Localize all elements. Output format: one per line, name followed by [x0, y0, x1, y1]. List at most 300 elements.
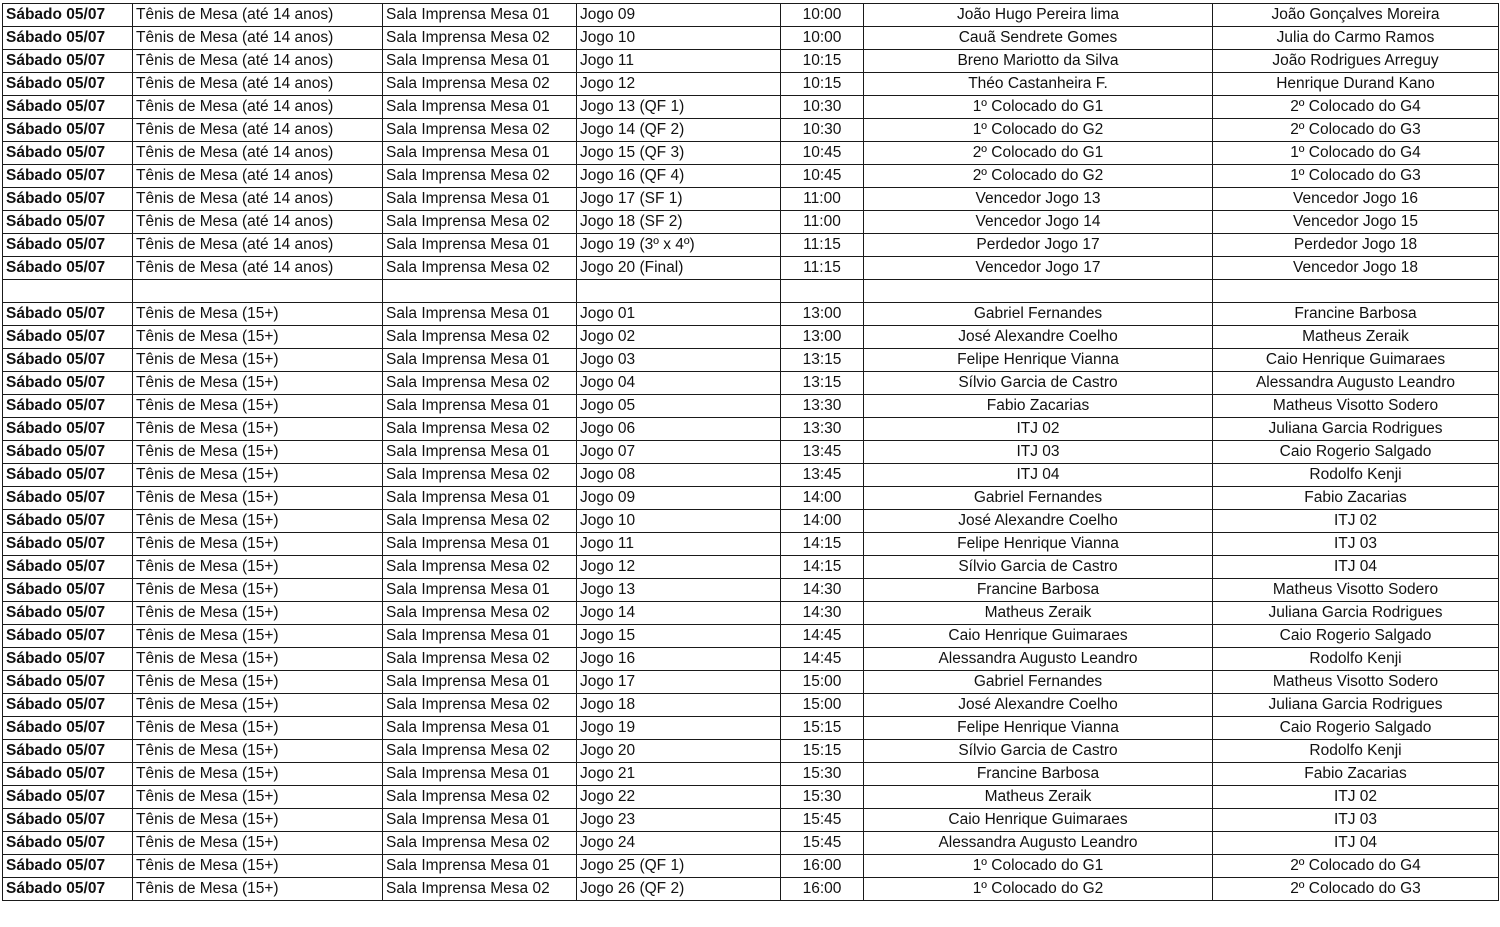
- day-cell: Sábado 05/07: [3, 303, 133, 326]
- game-cell: Jogo 10: [577, 510, 781, 533]
- day-cell: Sábado 05/07: [3, 533, 133, 556]
- day-cell: Sábado 05/07: [3, 602, 133, 625]
- day-cell: Sábado 05/07: [3, 487, 133, 510]
- player1-cell: José Alexandre Coelho: [864, 694, 1213, 717]
- table-row: [3, 487, 1499, 510]
- player1-cell: Gabriel Fernandes: [864, 671, 1213, 694]
- game-cell: Jogo 16 (QF 4): [577, 165, 781, 188]
- player2-cell: Caio Rogerio Salgado: [1213, 625, 1499, 648]
- category-cell: Tênis de Mesa (15+): [133, 671, 383, 694]
- location-cell: Sala Imprensa Mesa 01: [383, 533, 577, 556]
- category-cell: Tênis de Mesa (15+): [133, 740, 383, 763]
- table-row: [3, 625, 1499, 648]
- category-cell: Tênis de Mesa (15+): [133, 602, 383, 625]
- day-cell: Sábado 05/07: [3, 50, 133, 73]
- location-cell: Sala Imprensa Mesa 01: [383, 303, 577, 326]
- location-cell: Sala Imprensa Mesa 01: [383, 441, 577, 464]
- time-cell: 15:00: [781, 671, 864, 694]
- location-cell: Sala Imprensa Mesa 02: [383, 694, 577, 717]
- player2-cell: ITJ 04: [1213, 556, 1499, 579]
- category-cell: Tênis de Mesa (15+): [133, 878, 383, 901]
- game-cell: Jogo 11: [577, 533, 781, 556]
- player1-cell: 2º Colocado do G2: [864, 165, 1213, 188]
- player2-cell: Matheus Visotto Sodero: [1213, 579, 1499, 602]
- player1-cell: Vencedor Jogo 17: [864, 257, 1213, 280]
- day-cell: Sábado 05/07: [3, 717, 133, 740]
- day-cell: Sábado 05/07: [3, 510, 133, 533]
- player1-cell: Cauã Sendrete Gomes: [864, 27, 1213, 50]
- day-cell: Sábado 05/07: [3, 763, 133, 786]
- category-cell: Tênis de Mesa (até 14 anos): [133, 188, 383, 211]
- location-cell: Sala Imprensa Mesa 02: [383, 510, 577, 533]
- game-cell: Jogo 13: [577, 579, 781, 602]
- table-row: [3, 786, 1499, 809]
- player1-cell: Caio Henrique Guimaraes: [864, 809, 1213, 832]
- location-cell: Sala Imprensa Mesa 02: [383, 211, 577, 234]
- category-cell: Tênis de Mesa (15+): [133, 303, 383, 326]
- player1-cell: Caio Henrique Guimaraes: [864, 625, 1213, 648]
- game-cell: Jogo 12: [577, 73, 781, 96]
- location-cell: Sala Imprensa Mesa 01: [383, 234, 577, 257]
- location-cell: Sala Imprensa Mesa 01: [383, 349, 577, 372]
- game-cell: Jogo 09: [577, 4, 781, 27]
- player2-cell: Matheus Visotto Sodero: [1213, 395, 1499, 418]
- table-row: [3, 579, 1499, 602]
- time-cell: 13:30: [781, 395, 864, 418]
- table-row: [3, 119, 1499, 142]
- day-cell: Sábado 05/07: [3, 395, 133, 418]
- player1-cell: Sílvio Garcia de Castro: [864, 556, 1213, 579]
- location-cell: Sala Imprensa Mesa 02: [383, 326, 577, 349]
- player1-cell: Vencedor Jogo 13: [864, 188, 1213, 211]
- player2-cell: Caio Henrique Guimaraes: [1213, 349, 1499, 372]
- category-cell: Tênis de Mesa (15+): [133, 855, 383, 878]
- table-row: [3, 257, 1499, 280]
- player1-cell: Francine Barbosa: [864, 763, 1213, 786]
- time-cell: 15:00: [781, 694, 864, 717]
- player1-cell: 1º Colocado do G2: [864, 119, 1213, 142]
- player1-cell: Gabriel Fernandes: [864, 303, 1213, 326]
- location-cell: Sala Imprensa Mesa 02: [383, 165, 577, 188]
- location-cell: Sala Imprensa Mesa 01: [383, 763, 577, 786]
- day-cell: Sábado 05/07: [3, 832, 133, 855]
- day-cell: Sábado 05/07: [3, 878, 133, 901]
- table-row: [3, 441, 1499, 464]
- game-cell: Jogo 26 (QF 2): [577, 878, 781, 901]
- location-cell: Sala Imprensa Mesa 02: [383, 372, 577, 395]
- table-row: [3, 188, 1499, 211]
- game-cell: Jogo 04: [577, 372, 781, 395]
- location-cell: Sala Imprensa Mesa 02: [383, 257, 577, 280]
- time-cell: 14:30: [781, 579, 864, 602]
- game-cell: Jogo 20 (Final): [577, 257, 781, 280]
- game-cell: Jogo 06: [577, 418, 781, 441]
- time-cell: 13:15: [781, 349, 864, 372]
- time-cell: 13:00: [781, 303, 864, 326]
- day-cell: Sábado 05/07: [3, 211, 133, 234]
- day-cell: Sábado 05/07: [3, 372, 133, 395]
- day-cell: Sábado 05/07: [3, 786, 133, 809]
- day-cell: Sábado 05/07: [3, 165, 133, 188]
- player2-cell: Juliana Garcia Rodrigues: [1213, 602, 1499, 625]
- player2-cell: Rodolfo Kenji: [1213, 740, 1499, 763]
- player2-cell: ITJ 04: [1213, 832, 1499, 855]
- day-cell: Sábado 05/07: [3, 188, 133, 211]
- category-cell: Tênis de Mesa (15+): [133, 326, 383, 349]
- location-cell: Sala Imprensa Mesa 02: [383, 119, 577, 142]
- player2-cell: João Gonçalves Moreira: [1213, 4, 1499, 27]
- player2-cell: ITJ 03: [1213, 533, 1499, 556]
- player2-cell: Alessandra Augusto Leandro: [1213, 372, 1499, 395]
- category-cell: Tênis de Mesa (15+): [133, 809, 383, 832]
- location-cell: Sala Imprensa Mesa 02: [383, 786, 577, 809]
- category-cell: Tênis de Mesa (até 14 anos): [133, 165, 383, 188]
- day-cell: Sábado 05/07: [3, 648, 133, 671]
- category-cell: Tênis de Mesa (até 14 anos): [133, 142, 383, 165]
- location-cell: Sala Imprensa Mesa 02: [383, 878, 577, 901]
- table-row: [3, 234, 1499, 257]
- player2-cell: Perdedor Jogo 18: [1213, 234, 1499, 257]
- day-cell: Sábado 05/07: [3, 349, 133, 372]
- player1-cell: ITJ 04: [864, 464, 1213, 487]
- category-cell: Tênis de Mesa (15+): [133, 349, 383, 372]
- location-cell: Sala Imprensa Mesa 02: [383, 418, 577, 441]
- time-cell: 11:00: [781, 211, 864, 234]
- game-cell: Jogo 19: [577, 717, 781, 740]
- day-cell: Sábado 05/07: [3, 671, 133, 694]
- player1-cell: Perdedor Jogo 17: [864, 234, 1213, 257]
- time-cell: 15:15: [781, 740, 864, 763]
- table-row: [3, 50, 1499, 73]
- location-cell: Sala Imprensa Mesa 02: [383, 464, 577, 487]
- player1-cell: ITJ 02: [864, 418, 1213, 441]
- time-cell: 15:45: [781, 809, 864, 832]
- player1-cell: Vencedor Jogo 14: [864, 211, 1213, 234]
- table-row: [3, 556, 1499, 579]
- day-cell: Sábado 05/07: [3, 96, 133, 119]
- table-row: [3, 349, 1499, 372]
- game-cell: Jogo 01: [577, 303, 781, 326]
- game-cell: Jogo 18 (SF 2): [577, 211, 781, 234]
- table-row: [3, 464, 1499, 487]
- location-cell: Sala Imprensa Mesa 01: [383, 717, 577, 740]
- category-cell: Tênis de Mesa (até 14 anos): [133, 4, 383, 27]
- category-cell: Tênis de Mesa (15+): [133, 832, 383, 855]
- time-cell: 13:45: [781, 441, 864, 464]
- day-cell: Sábado 05/07: [3, 4, 133, 27]
- time-cell: 14:45: [781, 625, 864, 648]
- time-cell: 16:00: [781, 878, 864, 901]
- location-cell: Sala Imprensa Mesa 01: [383, 579, 577, 602]
- empty-cell: [3, 280, 133, 303]
- player1-cell: Matheus Zeraik: [864, 602, 1213, 625]
- game-cell: Jogo 09: [577, 487, 781, 510]
- category-cell: Tênis de Mesa (até 14 anos): [133, 211, 383, 234]
- game-cell: Jogo 20: [577, 740, 781, 763]
- table-row: [3, 211, 1499, 234]
- game-cell: Jogo 05: [577, 395, 781, 418]
- player1-cell: João Hugo Pereira lima: [864, 4, 1213, 27]
- table-row: [3, 717, 1499, 740]
- category-cell: Tênis de Mesa (15+): [133, 510, 383, 533]
- game-cell: Jogo 15: [577, 625, 781, 648]
- player1-cell: 1º Colocado do G2: [864, 878, 1213, 901]
- player2-cell: 1º Colocado do G4: [1213, 142, 1499, 165]
- category-cell: Tênis de Mesa (até 14 anos): [133, 257, 383, 280]
- player1-cell: Francine Barbosa: [864, 579, 1213, 602]
- location-cell: Sala Imprensa Mesa 02: [383, 832, 577, 855]
- match-schedule-table: [2, 3, 1499, 901]
- day-cell: Sábado 05/07: [3, 625, 133, 648]
- time-cell: 13:30: [781, 418, 864, 441]
- table-row: [3, 395, 1499, 418]
- category-cell: Tênis de Mesa (15+): [133, 487, 383, 510]
- category-cell: Tênis de Mesa (15+): [133, 786, 383, 809]
- location-cell: Sala Imprensa Mesa 01: [383, 96, 577, 119]
- game-cell: Jogo 13 (QF 1): [577, 96, 781, 119]
- player2-cell: ITJ 03: [1213, 809, 1499, 832]
- player2-cell: Caio Rogerio Salgado: [1213, 717, 1499, 740]
- player2-cell: 1º Colocado do G3: [1213, 165, 1499, 188]
- time-cell: 10:15: [781, 73, 864, 96]
- time-cell: 10:00: [781, 4, 864, 27]
- time-cell: 10:45: [781, 165, 864, 188]
- day-cell: Sábado 05/07: [3, 855, 133, 878]
- player1-cell: Théo Castanheira F.: [864, 73, 1213, 96]
- table-row: [3, 671, 1499, 694]
- time-cell: 15:30: [781, 786, 864, 809]
- player1-cell: Alessandra Augusto Leandro: [864, 648, 1213, 671]
- time-cell: 10:45: [781, 142, 864, 165]
- time-cell: 14:15: [781, 533, 864, 556]
- player1-cell: Alessandra Augusto Leandro: [864, 832, 1213, 855]
- time-cell: 10:00: [781, 27, 864, 50]
- day-cell: Sábado 05/07: [3, 234, 133, 257]
- category-cell: Tênis de Mesa (15+): [133, 763, 383, 786]
- player2-cell: ITJ 02: [1213, 510, 1499, 533]
- location-cell: Sala Imprensa Mesa 01: [383, 142, 577, 165]
- game-cell: Jogo 02: [577, 326, 781, 349]
- time-cell: 14:00: [781, 510, 864, 533]
- game-cell: Jogo 19 (3º x 4º): [577, 234, 781, 257]
- category-cell: Tênis de Mesa (15+): [133, 395, 383, 418]
- table-row: [3, 165, 1499, 188]
- player1-cell: José Alexandre Coelho: [864, 326, 1213, 349]
- player2-cell: Juliana Garcia Rodrigues: [1213, 694, 1499, 717]
- player2-cell: Matheus Visotto Sodero: [1213, 671, 1499, 694]
- table-row: [3, 763, 1499, 786]
- player1-cell: Felipe Henrique Vianna: [864, 717, 1213, 740]
- empty-cell: [577, 280, 781, 303]
- time-cell: 14:00: [781, 487, 864, 510]
- category-cell: Tênis de Mesa (até 14 anos): [133, 73, 383, 96]
- time-cell: 15:45: [781, 832, 864, 855]
- table-row: [3, 418, 1499, 441]
- location-cell: Sala Imprensa Mesa 02: [383, 73, 577, 96]
- player2-cell: João Rodrigues Arreguy: [1213, 50, 1499, 73]
- time-cell: 14:45: [781, 648, 864, 671]
- category-cell: Tênis de Mesa (até 14 anos): [133, 96, 383, 119]
- time-cell: 13:45: [781, 464, 864, 487]
- player1-cell: José Alexandre Coelho: [864, 510, 1213, 533]
- location-cell: Sala Imprensa Mesa 01: [383, 50, 577, 73]
- player1-cell: Fabio Zacarias: [864, 395, 1213, 418]
- location-cell: Sala Imprensa Mesa 01: [383, 855, 577, 878]
- player2-cell: 2º Colocado do G3: [1213, 878, 1499, 901]
- game-cell: Jogo 14 (QF 2): [577, 119, 781, 142]
- day-cell: Sábado 05/07: [3, 441, 133, 464]
- table-row: [3, 27, 1499, 50]
- game-cell: Jogo 12: [577, 556, 781, 579]
- player1-cell: 1º Colocado do G1: [864, 855, 1213, 878]
- game-cell: Jogo 11: [577, 50, 781, 73]
- player2-cell: Rodolfo Kenji: [1213, 648, 1499, 671]
- player2-cell: Henrique Durand Kano: [1213, 73, 1499, 96]
- player1-cell: Matheus Zeraik: [864, 786, 1213, 809]
- table-row: [3, 694, 1499, 717]
- player2-cell: Fabio Zacarias: [1213, 763, 1499, 786]
- table-row: [3, 602, 1499, 625]
- time-cell: 16:00: [781, 855, 864, 878]
- game-cell: Jogo 18: [577, 694, 781, 717]
- time-cell: 13:00: [781, 326, 864, 349]
- day-cell: Sábado 05/07: [3, 326, 133, 349]
- category-cell: Tênis de Mesa (15+): [133, 694, 383, 717]
- category-cell: Tênis de Mesa (até 14 anos): [133, 119, 383, 142]
- empty-cell: [383, 280, 577, 303]
- game-cell: Jogo 21: [577, 763, 781, 786]
- game-cell: Jogo 08: [577, 464, 781, 487]
- table-row: [3, 832, 1499, 855]
- day-cell: Sábado 05/07: [3, 809, 133, 832]
- game-cell: Jogo 24: [577, 832, 781, 855]
- schedule-body: [3, 4, 1499, 901]
- time-cell: 11:15: [781, 234, 864, 257]
- location-cell: Sala Imprensa Mesa 01: [383, 671, 577, 694]
- table-row: [3, 303, 1499, 326]
- category-cell: Tênis de Mesa (15+): [133, 533, 383, 556]
- table-row: [3, 648, 1499, 671]
- time-cell: 14:30: [781, 602, 864, 625]
- time-cell: 13:15: [781, 372, 864, 395]
- table-row: [3, 4, 1499, 27]
- time-cell: 10:30: [781, 96, 864, 119]
- player1-cell: Gabriel Fernandes: [864, 487, 1213, 510]
- empty-cell: [864, 280, 1213, 303]
- day-cell: Sábado 05/07: [3, 464, 133, 487]
- table-row: [3, 326, 1499, 349]
- location-cell: Sala Imprensa Mesa 02: [383, 556, 577, 579]
- day-cell: Sábado 05/07: [3, 257, 133, 280]
- location-cell: Sala Imprensa Mesa 01: [383, 188, 577, 211]
- category-cell: Tênis de Mesa (15+): [133, 625, 383, 648]
- player1-cell: Breno Mariotto da Silva: [864, 50, 1213, 73]
- player1-cell: ITJ 03: [864, 441, 1213, 464]
- location-cell: Sala Imprensa Mesa 01: [383, 487, 577, 510]
- table-row: [3, 142, 1499, 165]
- time-cell: 15:15: [781, 717, 864, 740]
- table-row: [3, 855, 1499, 878]
- day-cell: Sábado 05/07: [3, 73, 133, 96]
- player1-cell: Sílvio Garcia de Castro: [864, 372, 1213, 395]
- game-cell: Jogo 16: [577, 648, 781, 671]
- time-cell: 10:30: [781, 119, 864, 142]
- category-cell: Tênis de Mesa (15+): [133, 648, 383, 671]
- game-cell: Jogo 25 (QF 1): [577, 855, 781, 878]
- table-row: [3, 96, 1499, 119]
- player2-cell: Matheus Zeraik: [1213, 326, 1499, 349]
- game-cell: Jogo 22: [577, 786, 781, 809]
- player1-cell: 1º Colocado do G1: [864, 96, 1213, 119]
- location-cell: Sala Imprensa Mesa 01: [383, 4, 577, 27]
- game-cell: Jogo 07: [577, 441, 781, 464]
- game-cell: Jogo 23: [577, 809, 781, 832]
- player1-cell: Felipe Henrique Vianna: [864, 533, 1213, 556]
- player2-cell: Juliana Garcia Rodrigues: [1213, 418, 1499, 441]
- day-cell: Sábado 05/07: [3, 740, 133, 763]
- category-cell: Tênis de Mesa (15+): [133, 418, 383, 441]
- table-row: [3, 809, 1499, 832]
- time-cell: 15:30: [781, 763, 864, 786]
- player2-cell: Francine Barbosa: [1213, 303, 1499, 326]
- day-cell: Sábado 05/07: [3, 556, 133, 579]
- table-row: [3, 533, 1499, 556]
- location-cell: Sala Imprensa Mesa 02: [383, 648, 577, 671]
- category-cell: Tênis de Mesa (até 14 anos): [133, 27, 383, 50]
- location-cell: Sala Imprensa Mesa 02: [383, 602, 577, 625]
- section-spacer-row: [3, 280, 1499, 303]
- day-cell: Sábado 05/07: [3, 418, 133, 441]
- empty-cell: [781, 280, 864, 303]
- day-cell: Sábado 05/07: [3, 142, 133, 165]
- player2-cell: Vencedor Jogo 18: [1213, 257, 1499, 280]
- player2-cell: Fabio Zacarias: [1213, 487, 1499, 510]
- category-cell: Tênis de Mesa (15+): [133, 556, 383, 579]
- empty-cell: [133, 280, 383, 303]
- category-cell: Tênis de Mesa (15+): [133, 372, 383, 395]
- table-row: [3, 372, 1499, 395]
- time-cell: 10:15: [781, 50, 864, 73]
- category-cell: Tênis de Mesa (15+): [133, 579, 383, 602]
- location-cell: Sala Imprensa Mesa 01: [383, 625, 577, 648]
- location-cell: Sala Imprensa Mesa 01: [383, 395, 577, 418]
- day-cell: Sábado 05/07: [3, 119, 133, 142]
- game-cell: Jogo 14: [577, 602, 781, 625]
- table-row: [3, 878, 1499, 901]
- player2-cell: 2º Colocado do G3: [1213, 119, 1499, 142]
- player2-cell: 2º Colocado do G4: [1213, 96, 1499, 119]
- table-row: [3, 740, 1499, 763]
- category-cell: Tênis de Mesa (15+): [133, 441, 383, 464]
- player2-cell: Vencedor Jogo 16: [1213, 188, 1499, 211]
- category-cell: Tênis de Mesa (até 14 anos): [133, 234, 383, 257]
- player2-cell: Vencedor Jogo 15: [1213, 211, 1499, 234]
- day-cell: Sábado 05/07: [3, 694, 133, 717]
- location-cell: Sala Imprensa Mesa 02: [383, 27, 577, 50]
- category-cell: Tênis de Mesa (15+): [133, 717, 383, 740]
- game-cell: Jogo 17: [577, 671, 781, 694]
- player1-cell: 2º Colocado do G1: [864, 142, 1213, 165]
- empty-cell: [1213, 280, 1499, 303]
- player2-cell: Julia do Carmo Ramos: [1213, 27, 1499, 50]
- time-cell: 14:15: [781, 556, 864, 579]
- table-row: [3, 73, 1499, 96]
- player2-cell: Rodolfo Kenji: [1213, 464, 1499, 487]
- day-cell: Sábado 05/07: [3, 27, 133, 50]
- category-cell: Tênis de Mesa (até 14 anos): [133, 50, 383, 73]
- player2-cell: Caio Rogerio Salgado: [1213, 441, 1499, 464]
- player1-cell: Felipe Henrique Vianna: [864, 349, 1213, 372]
